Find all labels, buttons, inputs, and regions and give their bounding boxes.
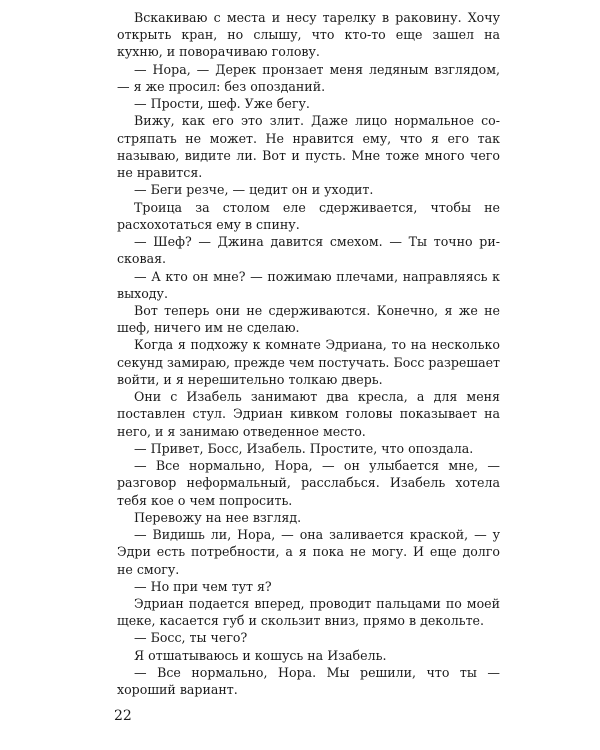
paragraph-17: Эдриан подается вперед, проводит пальцами по моей щеке, касается губ и скользит вниз, прямо в декольте. [117, 595, 500, 629]
paragraph-16: — Но при чем тут я? [134, 578, 272, 594]
paragraph-10: Когда я подхожу к комнате Эдриана, то на несколько секунд замираю, прежде чем постучать. Босс разрешает войти, и я нерешительно толкаю дверь. [117, 337, 500, 387]
paragraph-5: — Беги резче, — цедит он и уходит. [134, 182, 374, 198]
paragraph-11: Они с Изабель занимают два кресла, а для меня поставлен стул. Эдриан кивком головы показывает на него, и я занимаю отведенное место. [117, 389, 500, 439]
paragraph-20: — Все нормально, Нора. Мы решили, что ты — хороший вариант. [117, 664, 500, 698]
paragraph-8: — А кто он мне? — пожимаю плечами, направляясь к выходу. [117, 268, 500, 301]
page-number: 22 [114, 708, 132, 724]
paragraph-18: — Босс, ты чего? [134, 630, 248, 646]
paragraph-12: — Привет, Босс, Изабель. Простите, что опоздала. [134, 440, 474, 456]
paragraph-4: Вижу, как его это злит. Даже лицо нормальное состряпать не может. Не нравится ему, что я его так называю, видите ли. Вот и пусть. Мне тоже много чего не нравится. [117, 113, 500, 181]
paragraph-2: — Нора, — Дерек пронзает меня ледяным взглядом, — я же просил: без опозданий. [117, 61, 500, 94]
paragraph-6: Троица за столом еле сдерживается, чтобы не расхохотаться ему в спину. [117, 199, 500, 232]
paragraph-13: — Все нормально, Нора, — он улыбается мне, — разговор неформальный, расслабься. Изабель хотела тебя кое о чем попросить. [117, 458, 500, 508]
paragraph-14: Перевожу на нее взгляд. [134, 509, 302, 525]
paragraph-15: — Видишь ли, Нора, — она заливается краской, — у Эдри есть потребности, а я пока не могу. И еще долго не смогу. [117, 527, 500, 577]
paragraph-7: — Шеф? — Джина давится смехом. — Ты точно рисковая. [117, 234, 500, 267]
paragraph-9: Вот теперь они не сдерживаются. Конечно, я же не шеф, ничего им не сделаю. [117, 302, 500, 336]
body-text [117, 9, 500, 698]
paragraph-3: — Прости, шеф. Уже бегу. [134, 96, 310, 112]
paragraph-1: Вскакиваю с места и несу тарелку в раковину. Хочу открыть кран, но слышу, что кто-то еще зашел на кухню, и поворачиваю голову. [117, 10, 500, 60]
paragraph-19: Я отшатываюсь и кошусь на Изабель. [134, 647, 387, 663]
